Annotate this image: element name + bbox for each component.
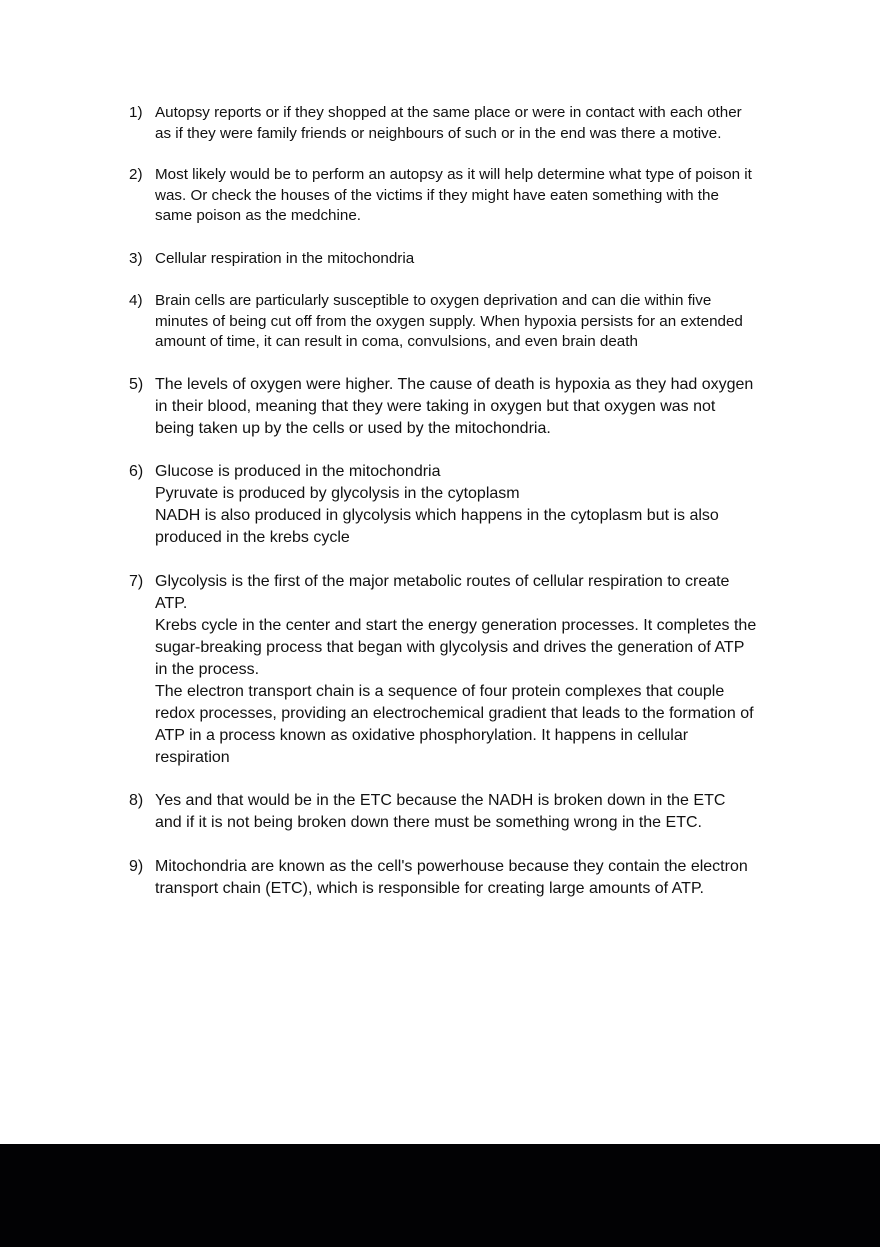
answer-item-5 — [129, 374, 809, 440]
item-line: respiration — [155, 749, 230, 766]
item-line: in their blood, meaning that they were taking in oxygen but that oxygen was not — [155, 398, 716, 415]
item-line: same poison as the medchine. — [155, 207, 361, 225]
answer-item-4 — [129, 291, 809, 353]
answer-item-6 — [129, 461, 809, 549]
item-number: 4) — [129, 292, 143, 309]
answer-item-7 — [129, 571, 809, 769]
item-line: NADH is also produced in glycolysis which happens in the cytoplasm but is also — [155, 507, 719, 524]
item-line: Pyruvate is produced by glycolysis in the cytoplasm — [155, 485, 520, 502]
item-line: ATP in a process known as oxidative phosphorylation. It happens in cellular — [155, 727, 689, 744]
item-number: 5) — [129, 376, 144, 393]
item-number: 6) — [129, 463, 144, 480]
item-number: 9) — [129, 858, 144, 875]
answer-item-2 — [129, 165, 809, 227]
answer-item-1 — [129, 103, 809, 144]
item-line: being taken up by the cells or used by the mitochondria. — [155, 420, 551, 437]
item-line: Krebs cycle in the center and start the energy generation processes. It completes the — [155, 617, 757, 634]
item-line: transport chain (ETC), which is responsible for creating large amounts of ATP. — [155, 880, 704, 897]
item-line: Brain cells are particularly susceptible to oxygen deprivation and can die within five — [155, 292, 712, 309]
bottom-black-band — [0, 1144, 880, 1247]
item-line: The levels of oxygen were higher. The cause of death is hypoxia as they had oxygen — [155, 376, 754, 393]
item-line: amount of time, it can result in coma, convulsions, and even brain death — [155, 333, 638, 351]
item-number: 1) — [129, 104, 143, 121]
item-line: produced in the krebs cycle — [155, 529, 350, 546]
item-line: Cellular respiration in the mitochondria — [155, 250, 415, 267]
item-line: Glycolysis is the first of the major metabolic routes of cellular respiration to create — [155, 573, 730, 590]
item-number: 2) — [129, 166, 143, 183]
item-line: minutes of being cut off from the oxygen supply. When hypoxia persists for an extended — [155, 312, 743, 330]
item-line: redox processes, providing an electrochemical gradient that leads to the formation of — [155, 705, 754, 722]
item-line: in the process. — [155, 661, 260, 678]
item-line: was. Or check the houses of the victims if they might have eaten something with the — [155, 186, 719, 204]
item-line: Yes and that would be in the ETC because the NADH is broken down in the ETC — [155, 792, 726, 809]
item-line: Mitochondria are known as the cell's powerhouse because they contain the electron — [155, 858, 748, 875]
item-line: Most likely would be to perform an autopsy as it will help determine what type of poison it — [155, 166, 752, 183]
item-line: as if they were family friends or neighbours of such or in the end was there a motive. — [155, 124, 722, 142]
item-line: Autopsy reports or if they shopped at the same place or were in contact with each other — [155, 104, 742, 121]
answer-item-8 — [129, 790, 809, 834]
item-line: The electron transport chain is a sequence of four protein complexes that couple — [155, 683, 725, 700]
item-number: 8) — [129, 792, 144, 809]
item-number: 3) — [129, 250, 143, 267]
answer-item-3 — [129, 249, 809, 270]
item-line: and if it is not being broken down there must be something wrong in the ETC. — [155, 814, 702, 831]
answer-item-9 — [129, 856, 809, 900]
item-line: ATP. — [155, 595, 188, 612]
item-number: 7) — [129, 573, 144, 590]
item-line: Glucose is produced in the mitochondria — [155, 463, 441, 480]
item-line: sugar-breaking process that began with glycolysis and drives the generation of ATP — [155, 639, 745, 656]
